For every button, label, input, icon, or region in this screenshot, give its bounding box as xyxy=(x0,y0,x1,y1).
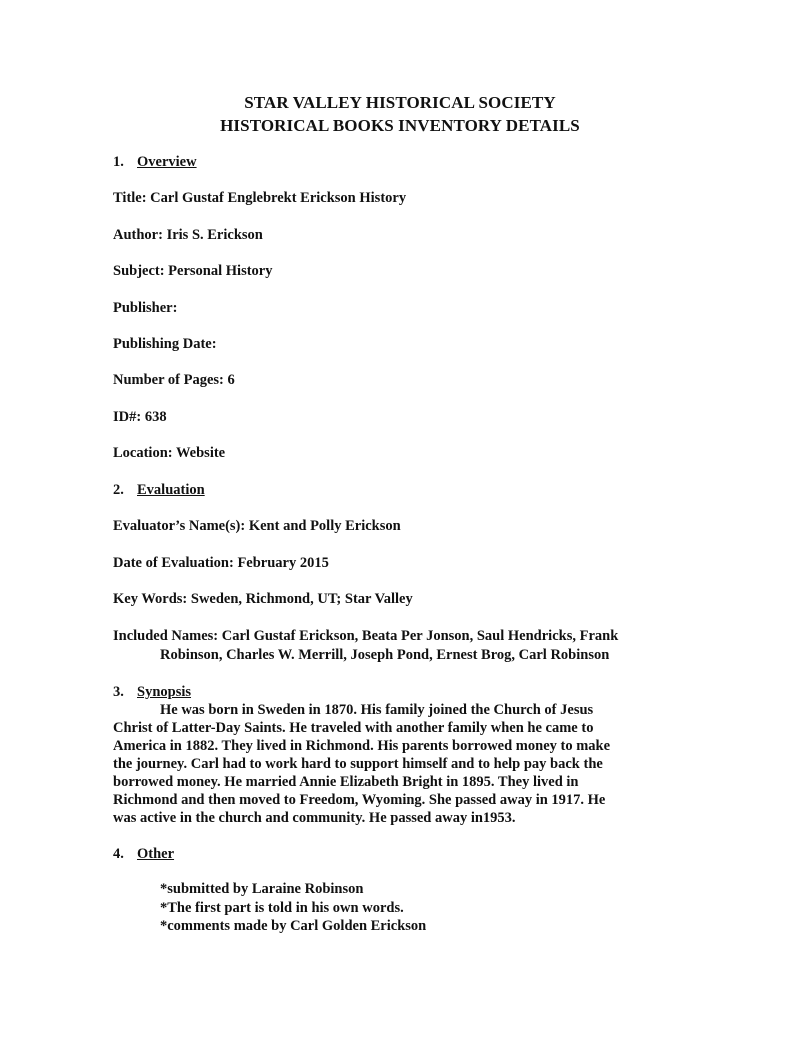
synopsis-line: America in 1882. They lived in Richmond. His parents borrowed money to make xyxy=(113,738,611,754)
society-title: STAR VALLEY HISTORICAL SOCIETY xyxy=(244,93,556,112)
section-title: Other xyxy=(137,846,175,862)
section-title: Synopsis xyxy=(137,684,192,700)
field-author: Author: Iris S. Erickson xyxy=(113,227,263,243)
synopsis-line: Richmond and then moved to Freedom, Wyoming. She passed away in 1917. He xyxy=(113,792,606,808)
field-location: Location: Website xyxy=(113,445,226,461)
field-included-names: Included Names: Carl Gustaf Erickson, Beata Per Jonson, Saul Hendricks, Frank xyxy=(113,628,619,644)
other-note: *The first part is told in his own words. xyxy=(160,900,404,916)
document-title: HISTORICAL BOOKS INVENTORY DETAILS xyxy=(220,116,580,135)
section-title: Overview xyxy=(137,154,197,170)
synopsis-line: He was born in Sweden in 1870. His family joined the Church of Jesus xyxy=(160,702,594,718)
section-number: 1. xyxy=(113,154,124,170)
other-note: *submitted by Laraine Robinson xyxy=(160,881,364,897)
section-number: 2. xyxy=(113,482,124,498)
field-evaluators: Evaluator’s Name(s): Kent and Polly Erickson xyxy=(113,518,401,534)
synopsis-line: the journey. Carl had to work hard to support himself and to help pay back the xyxy=(113,756,603,772)
synopsis-line: Christ of Latter-Day Saints. He traveled with another family when he came to xyxy=(113,720,594,736)
field-included-names-continued: Robinson, Charles W. Merrill, Joseph Pond, Ernest Brog, Carl Robinson xyxy=(160,647,610,663)
field-title: Title: Carl Gustaf Englebrekt Erickson History xyxy=(113,190,407,206)
field-publisher: Publisher: xyxy=(113,300,178,316)
section-number: 4. xyxy=(113,846,124,862)
synopsis-line: was active in the church and community. He passed away in1953. xyxy=(113,810,516,826)
section-evaluation-heading xyxy=(113,482,205,499)
field-evaluation-date: Date of Evaluation: February 2015 xyxy=(113,555,329,571)
section-number: 3. xyxy=(113,684,124,700)
section-synopsis-heading xyxy=(113,684,191,701)
section-other-heading xyxy=(113,846,174,863)
field-subject: Subject: Personal History xyxy=(113,263,273,279)
synopsis-line: borrowed money. He married Annie Elizabeth Bright in 1895. They lived in xyxy=(113,774,579,790)
field-key-words: Key Words: Sweden, Richmond, UT; Star Valley xyxy=(113,591,413,607)
field-number-of-pages: Number of Pages: 6 xyxy=(113,372,235,388)
field-id: ID#: 638 xyxy=(113,409,167,425)
field-publishing-date: Publishing Date: xyxy=(113,336,217,352)
other-note: *comments made by Carl Golden Erickson xyxy=(160,918,427,934)
section-title: Evaluation xyxy=(137,482,205,498)
section-overview-heading xyxy=(113,154,197,171)
